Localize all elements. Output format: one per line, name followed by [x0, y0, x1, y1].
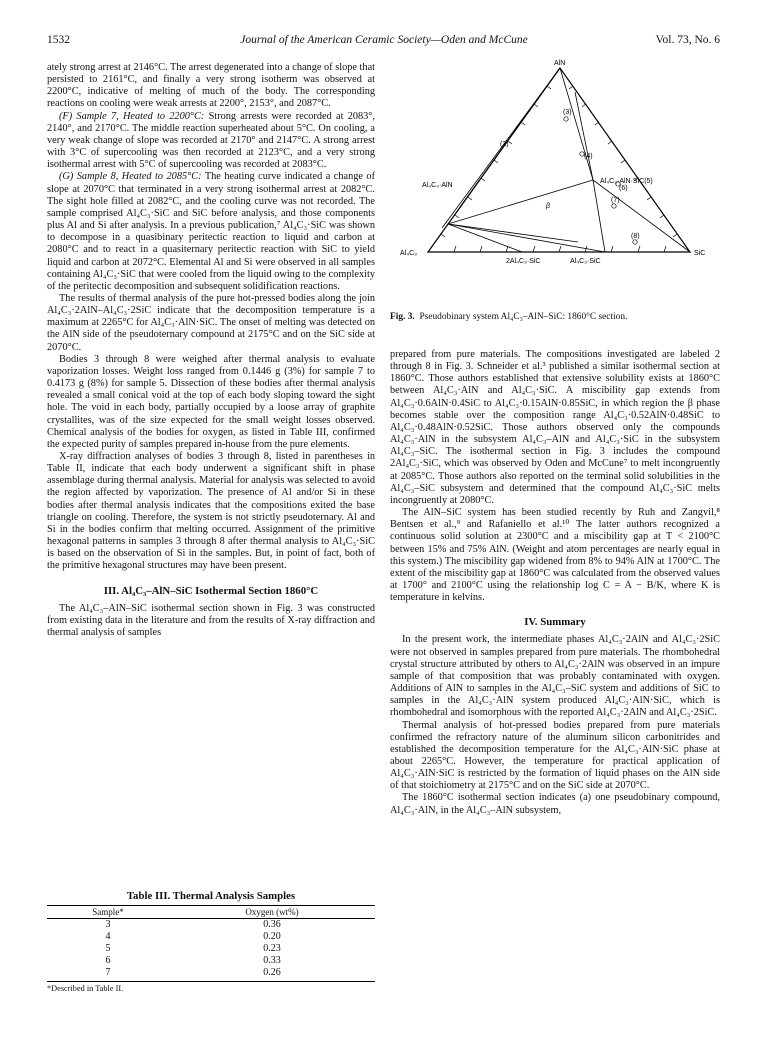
paragraph-label: (G) Sample 8, Heated to 2085°C:: [59, 171, 202, 183]
caption-label: Fig. 3.: [390, 312, 415, 322]
paragraph: In the present work, the intermediate phases Al₄C₃·2AlN and Al₄C₃·2SiC were not observed in samples prepared from pure materials. The rhombohedral crystal structure attributed by others to Al₄C₃·2AlN was observed in an impure sample of that composition that was probably contaminated with oxygen. Additions of AlN to samples in the Al₄C₃–SiC system and additions of SiC to samples in the Al₄C₃·AlN system produced Al₄C₃·AlN·SiC, which is rhombohedral and isomorphous with the reported Al₄C₃·2AlN and Al₄C₃·2SiC.: [390, 634, 720, 719]
beta-phase-label: β: [546, 203, 550, 210]
phase-boundaries: [428, 68, 690, 252]
sample-label: (3): [563, 109, 572, 116]
sample-label: (7): [611, 197, 620, 204]
cell-sample: 3: [105, 919, 111, 930]
paragraph: Bodies 3 through 8 were weighed after thermal analysis to evaluate vaporization losses. Weight loss ranged from 0.1446 g (3%) for sample 7 to 0.4173 g (8%) for sample 5. Dissection of these bodies after thermal analysis revealed a small conical void at the top of each body sloping toward the sight hole. The void in each body, partially occupied by a loose array of graphite crystallites, was of the size expected for the small weight losses observed. Chemical analysis of the bodies for oxygen, as listed in Table III, confirmed the expected purity of samples prepared in-house from the pure elements.: [47, 353, 375, 450]
paragraph: The results of thermal analysis of the pure hot-pressed bodies along the join Al₄C₃·2AlN–Al₄C₃·2SiC indicate that the decomposition temperature is a maximum at 2265°C for Al₄C₃·AlN·SiC. The onset of melting was detected on the AlN side of the pseudoternary compound at 2175°C and on the SiC side at 2070°C.: [47, 292, 375, 353]
cell-oxygen: 0.20: [263, 931, 281, 942]
compound-label-al4c3-aln: Al₄C₃·AlN: [422, 182, 453, 189]
caption-text: Pseudobinary system Al₄C₃–AlN–SiC: 1860°C section.: [419, 312, 628, 322]
left-column: [47, 62, 375, 639]
paragraph: The AlN–SiC system has been studied recently by Ruh and Zangvil,⁸ Bentsen et al.,⁹ and Rafaniello et al.¹⁰ The latter authors recognized a continuous solid solution at 2300°C and a miscibility gap at T < 2100°C between 15% and 75% AlN. (Weight and atom percentages are nearly equal in this system.) The miscibility gap widened from 8% to 94% AlN at 1700°C. The extent of the miscibility gap at 1860°C was calculated from the observed values at 1700° and 2100°C using the relationship log C = A − B/K, where K is temperature in kelvins.: [390, 507, 720, 604]
phase-diagram: [400, 56, 720, 314]
section-heading: III. Al₄C₃–AlN–SiC Isothermal Section 1860°C: [103, 584, 319, 597]
paragraph: prepared from pure materials. The compositions investigated are labeled 2 through 8 in Fig. 3. Schneider et al.³ published a similar isothermal section at 1860°C. Those authors established that extensive solubility exists at 1860°C between Al₄C₃·AlN and Al₄C₃·SiC. A miscibility gap extends from Al₄C₃·0.6AlN·0.4SiC to Al₄C₃·0.15AlN·0.85SiC, in which region the β phase becomes stable over the composition range Al₄C₃·0.52AlN·0.48SiC to Al₄C₃·0.48AlN·0.52SiC. Those authors observed only the compounds Al₄C₃·AlN in the subsystem Al₄C₃–AlN and Al₄C₃·SiC in the subsystem Al₄C₃–SiC. The isothermal section in Fig. 3 includes the compound 2Al₄C₃·SiC, which was observed by Oden and McCune⁷ to melt incongruently at 2085°C. Those authors also reported on the terminal solid solubilities in the Al₄C₃–SiC subsystem and determined that the compound Al₄C₃·SiC melts incongruently at 2080°C.: [390, 349, 720, 506]
cell-oxygen: 0.23: [263, 943, 281, 954]
sample-label: (2): [500, 141, 509, 148]
paragraph-text: Strong arrests were recorded at 2083°, 2140°, and 2170°C. The middle reaction superheated about 5°C. On cooling, a very weak change of slope was recorded at 2170° and 2147°C. A strong arrest with 3°C of supercooling was then recorded at 2123°C, and a very strong isothermal arrest with 5°C of supercooling was recorded at 2083°C.: [47, 110, 375, 171]
figure-caption: [390, 312, 720, 322]
table-row: [47, 943, 375, 955]
volume-label: Vol. 73, No. 6: [655, 34, 720, 46]
vertex-label-sic: SiC: [694, 250, 706, 257]
cell-oxygen: 0.26: [169, 967, 375, 982]
paragraph: Thermal analysis of hot-pressed bodies prepared from pure materials confirmed the refractory nature of the aluminum silicon carbonitrides and established the decomposition temperature for the Al₄C₃·AlN·SiC phase at about 2265°C. However, the temperature for practical application of Al₄C₃·AlN·SiC is restricted by the formation of liquid phases on the AlN side of that stoichiometry at 2175°C and on the SiC side at 2070°C.: [390, 719, 720, 792]
paragraph: The Al₄C₃–AlN–SiC isothermal section shown in Fig. 3 was constructed from existing data in the literature and from the results of X-ray diffraction and thermal analysis of samples: [47, 602, 375, 639]
compound-label-2al4c3-sic: 2Al₄C₃·SiC: [506, 258, 541, 265]
cell-oxygen: 0.36: [263, 919, 281, 930]
sample-label: (8): [631, 233, 640, 240]
paragraph: The 1860°C isothermal section indicates (a) one pseudobinary compound, Al₄C₃·AlN, in the Al₄C₃–AlN subsystem,: [390, 792, 720, 816]
table-row: [47, 931, 375, 943]
cell-oxygen: 0.33: [263, 955, 281, 966]
cell-sample: 7: [47, 967, 169, 982]
section-heading: IV. Summary: [524, 616, 586, 629]
column-header-sample: Sample*: [47, 906, 169, 919]
table-row: [47, 955, 375, 967]
paragraph: [47, 171, 375, 293]
paragraph-label: (F) Sample 7, Heated to 2200°C:: [59, 110, 205, 122]
paragraph: [47, 111, 375, 172]
running-header: Journal of the American Ceramic Society—Oden and McCune: [240, 34, 528, 46]
paragraph: ately strong arrest at 2146°C. The arrest degenerated into a change of slope that persisted to 2161°C, and finally a very strong isotherm was observed at 2200°C, indicative of melting of much of the body. The corresponding reactions on cooling were weak arrests at 2200°, 2153°, and 2087°C.: [47, 62, 375, 110]
compound-label-al4c3-aln-sic: Al₄C₃·AlN·SiC(5): [600, 178, 653, 185]
vertex-label-al4c3: Al₄C₃: [400, 250, 417, 257]
compound-label-al4c3-sic: Al₄C₃·SiC: [570, 258, 601, 265]
table-row: [47, 919, 375, 932]
cell-sample: 4: [105, 931, 111, 942]
paragraph: X-ray diffraction analyses of bodies 3 through 8, listed in parentheses in Table II, indicate that each body underwent a significant shift in phase assemblage during thermal analysis. Material for analysis was selected to avoid the region affected by vaporization. The presence of Al and/or Si in these bodies after thermal analysis indicates that the compositions exited the base triangle on cooling. Therefore, the system is not strictly pseudoternary. Al and Si in the bodies confirm that melting occurred. Assignment of the primitive hexagonal patterns in samples 3 through 8 after thermal analysis to Al₄C₃·SiC is based on the observation of Si in the samples. But, in point of fact, both of the primitive hexagonal structures may have been present.: [47, 451, 375, 572]
table-footnote: *Described in Table II.: [47, 984, 124, 993]
table-header-row: [47, 906, 375, 919]
table: [47, 905, 375, 982]
right-column: [390, 349, 720, 817]
triangle-outline: [428, 68, 690, 252]
vertex-label-aln: AlN: [554, 60, 566, 67]
column-header-oxygen: Oxygen (wt%): [169, 906, 375, 919]
table-row: [47, 967, 375, 982]
paragraph-text: The heating curve indicated a change of slope at 2070°C that terminated in a very strong isothermal arrest at 2082°C. The sight hole filled at 2082°C, and the cooling curve was not recorded. The sample comprised Al₄C₃·SiC and SiC before analysis, and those components plus Al and Si after analysis. In a previous publication,⁷ Al₄C₃·SiC was shown to decompose in a quasibinary peritectic reaction to liquid and carbon at 2080°C and to react in a quasiternary peritectic reaction with SiC to yield liquid and carbon at 2072°C. Elemental Al and Si were observed in all samples containing Al₄C₃·SiC that were cooled from the liquid owing to the complexity of the peritectic decomposition and subsequent solidification reactions.: [47, 171, 375, 292]
sample-label: (4): [584, 153, 593, 160]
table-title: Table III. Thermal Analysis Samples: [126, 890, 296, 902]
cell-sample: 5: [105, 943, 111, 954]
cell-sample: 6: [105, 955, 111, 966]
page-number: 1532: [47, 34, 70, 46]
thermal-analysis-table: [47, 890, 375, 993]
sample-label: (6): [619, 185, 628, 192]
side-ticks: [441, 86, 677, 252]
